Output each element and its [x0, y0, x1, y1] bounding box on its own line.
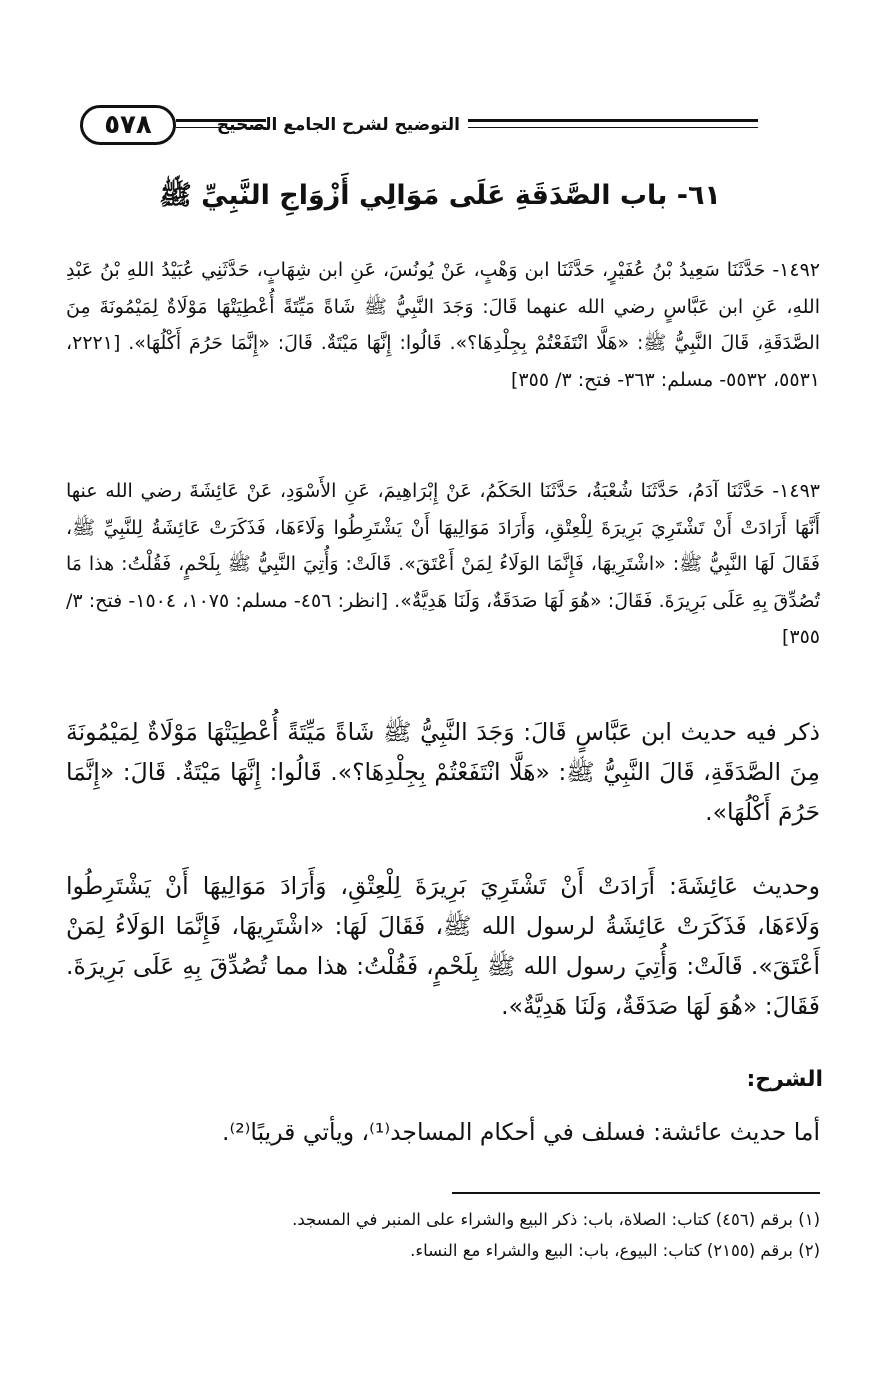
commentary-paragraph: أما حديث عائشة: فسلف في أحكام المساجد⁽¹⁾، ويأتي قريبًا⁽²⁾.: [221, 1118, 820, 1146]
chapter-title: ٦١- باب الصَّدَقَةِ عَلَى مَوَالِي أَزْوَاجِ النَّبِيِّ ﷺ: [159, 180, 721, 211]
sharh-heading: الشرح:: [746, 1067, 823, 1092]
hadith-1493: ١٤٩٣- حَدَّثَنَا آدَمُ، حَدَّثَنَا شُعْبَةُ، حَدَّثَنَا الحَكَمُ، عَنْ إِبْرَاهِيمَ، عَنِ الأَسْوَدِ، عَنْ عَائِشَةَ رضي الله عنها أَنَّهَا أَرَادَتْ أَنْ تَشْتَرِيَ بَرِيرَةَ لِلْعِتْقِ، وَأَرَادَ مَوَالِيهَا أَنْ يَشْتَرِطُوا وَلَاءَهَا، فَذَكَرَتْ عَائِشَةُ لِلنَّبِيِّ ﷺ، فَقَالَ لَهَا النَّبِيُّ ﷺ: «اشْتَرِيهَا، فَإِنَّمَا الوَلَاءُ لِمَنْ أَعْتَقَ». قَالَتْ: وَأُتِيَ النَّبِيُّ ﷺ بِلَحْمٍ، فَقُلْتُ: هذا مَا تُصُدِّقَ بِهِ عَلَى بَرِيرَةَ. فَقَالَ: «هُوَ لَهَا صَدَقَةٌ، وَلَنَا هَدِيَّةٌ». [انظر: ٤٥٦- مسلم: ١٠٧٥، ١٥٠٤- فتح: ٣/ ٣٥٥]: [66, 480, 820, 648]
hadith-1492: ١٤٩٢- حَدَّثَنَا سَعِيدُ بْنُ عُفَيْرٍ، حَدَّثَنَا ابن وَهْبٍ، عَنْ يُونُسَ، عَنِ ابن شِهَابٍ، حَدَّثَنِي عُبَيْدُ اللهِ بْنُ عَبْدِ اللهِ، عَنِ ابن عَبَّاسٍ رضي الله عنهما قَالَ: وَجَدَ النَّبِيُّ ﷺ شَاةً مَيِّتَةً أُعْطِيَتْهَا مَوْلَاةٌ لِمَيْمُونَةَ مِنَ الصَّدَقَةِ، قَالَ النَّبِيُّ ﷺ: «هَلَّا انْتَفَعْتُمْ بِجِلْدِهَا؟». قَالُوا: إِنَّهَا مَيْتَةٌ. قَالَ: «إِنَّمَا حَرُمَ أَكْلُهَا». [٢٢٢١، ٥٥٣١، ٥٥٣٢- مسلم: ٣٦٣- فتح: ٣/ ٣٥٥]: [66, 259, 820, 391]
page-number: ٥٧٨: [80, 105, 176, 145]
header-rule: [468, 119, 758, 122]
running-header: [60, 105, 795, 149]
footnote: (٢) برقم (٢١٥٥) كتاب: البيوع، باب: البيع والشراء مع النساء.: [410, 1241, 820, 1260]
commentary-paragraph: وحديث عَائِشَةَ: أَرَادَتْ أَنْ تَشْتَرِيَ بَرِيرَةَ لِلْعِتْقِ، وَأَرَادَ مَوَالِيهَا أَنْ يَشْتَرِطُوا وَلَاءَهَا، فَذَكَرَتْ عَائِشَةُ لرسول الله ﷺ، فَقَالَ لَهَا: «اشْتَرِيهَا، فَإِنَّمَا الوَلَاءُ لِمَنْ أَعْتَقَ». قَالَتْ: وَأُتِيَ رسول الله ﷺ بِلَحْمٍ، فَقُلْتُ: هذا مما تُصُدِّقَ بِهِ عَلَى بَرِيرَةَ. فَقَالَ: «هُوَ لَهَا صَدَقَةٌ، وَلَنَا هَدِيَّةٌ».: [66, 872, 820, 1020]
footnote: (١) برقم (٤٥٦) كتاب: الصلاة، باب: ذكر البيع والشراء على المنبر في المسجد.: [292, 1210, 820, 1229]
commentary-paragraph: ذكر فيه حديث ابن عَبَّاسٍ قَالَ: وَجَدَ النَّبِيُّ ﷺ شَاةً مَيِّتَةً أُعْطِيَتْهَا مَوْلَاةٌ لِمَيْمُونَةَ مِنَ الصَّدَقَةِ، قَالَ النَّبِيُّ ﷺ: «هَلَّا انْتَفَعْتُمْ بِجِلْدِهَا؟». قَالُوا: إِنَّهَا مَيْتَةٌ. قَالَ: «إِنَّمَا حَرُمَ أَكْلُهَا».: [66, 718, 820, 826]
header-rule: [468, 127, 758, 128]
book-title: التوضيح لشرح الجامع الصحيح: [216, 115, 460, 135]
footnote-separator: [452, 1192, 820, 1194]
